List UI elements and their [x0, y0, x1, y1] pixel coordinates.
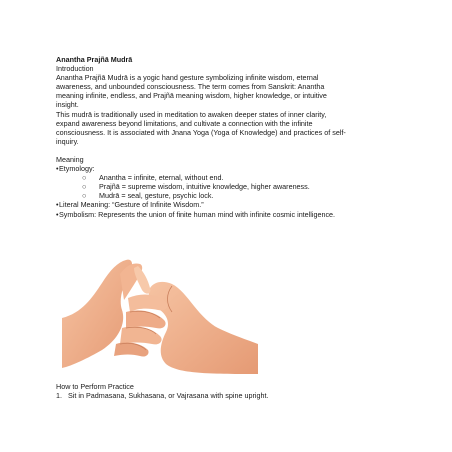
symbolism-bullet — [56, 210, 406, 219]
practice-step — [56, 391, 406, 400]
intro-line: insight. — [56, 100, 79, 110]
etymology-item — [56, 173, 406, 182]
intro-line: meaning infinite, endless, and Prajñā meaning wisdom, higher knowledge, or intuitive — [56, 91, 327, 101]
bullet-marker: • — [56, 209, 59, 219]
intro-line: awareness, and unbounded consciousness. The term comes from Sanskrit: Anantha — [56, 82, 325, 92]
etymology-item — [56, 191, 406, 200]
intro-line: consciousness. It is associated with Jnana Yoga (Yoga of Knowledge) and practices of self- — [56, 127, 346, 137]
practice-section — [56, 382, 406, 400]
intro-line: inquiry. — [56, 136, 79, 146]
bullet-marker: • — [56, 164, 59, 174]
etymology-label: Etymology: — [59, 164, 95, 174]
bullet-marker: • — [56, 200, 59, 210]
intro-line: Anantha Prajñā Mudrā is a yogic hand gesture symbolizing infinite wisdom, eternal — [56, 73, 319, 83]
document-title: Anantha Prajñā Mudrā — [56, 55, 133, 64]
hand-illustration — [62, 258, 258, 374]
intro-line: expand awareness beyond limitations, and cultivate a connection with the infinite — [56, 118, 313, 128]
literal-meaning-bullet — [56, 200, 406, 209]
etymology-item-text: Prajñā = supreme wisdom, intuitive knowledge, higher awareness. — [99, 182, 310, 192]
practice-heading: How to Perform Practice — [56, 382, 134, 391]
step-number: 1. — [56, 391, 62, 401]
sub-bullet-marker: ○ — [82, 182, 87, 192]
document-body — [56, 55, 406, 219]
etymology-item-text: Mudrā = seal, gesture, psychic lock. — [99, 191, 214, 201]
sub-bullet-marker: ○ — [82, 173, 87, 183]
etymology-bullet — [56, 164, 406, 173]
meaning-heading: Meaning — [56, 154, 84, 164]
mudra-hand-photo — [62, 258, 258, 374]
spacer — [56, 146, 406, 155]
literal-meaning-text: Literal Meaning: “Gesture of Infinite Wisdom.” — [59, 200, 204, 210]
intro-heading: Introduction — [56, 64, 94, 74]
step-text: Sit in Padmasana, Sukhasana, or Vajrasana with spine upright. — [68, 391, 269, 401]
etymology-item — [56, 182, 406, 191]
etymology-item-text: Anantha = infinite, eternal, without end. — [99, 173, 224, 183]
sub-bullet-marker: ○ — [82, 191, 87, 201]
symbolism-text: Symbolism: Represents the union of finite human mind with infinite cosmic intelligence. — [59, 209, 336, 219]
intro-line: This mudrā is traditionally used in meditation to awaken deeper states of inner clarity, — [56, 109, 327, 119]
